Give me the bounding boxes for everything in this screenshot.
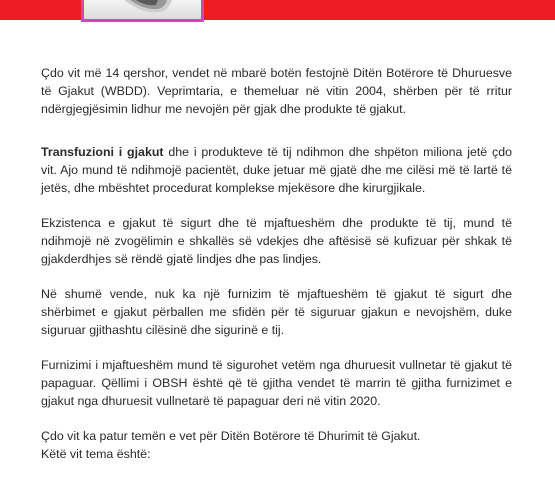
hands-icon [84, 0, 201, 19]
paragraph-supply: Në shumë vende, nuk ka një furnizim të mjaftueshëm të gjakut të sigurt dhe shërbimet e gjakut përballen me sfidën për të siguruar gjakun e nevojshëm, duke siguruar gjithashtu cilësinë dhe sigurinë e tij. [41, 287, 512, 337]
header-photo-frame [81, 0, 204, 22]
article-body [41, 64, 512, 463]
paragraph-voluntary-donors: Furnizimi i mjaftueshëm mund të sigurohet vetëm nga dhuruesit vullnetar të gjakut të papaguar. Qëllimi i OBSH është që të gjitha vendet të marrin të gjitha furnizimet e gjakut nga dhuruesit vullnetarë të papaguar deri në vitin 2020. [41, 358, 512, 408]
paragraph-theme-label: Këtë vit tema është: [41, 447, 151, 461]
paragraph-theme-intro: Çdo vit ka patur temën e vet për Ditën Botërore të Dhurimit të Gjakut. [41, 429, 421, 443]
paragraph-wbdd: Çdo vit më 14 qershor, vendet në mbarë botën festojnë Ditën Botërore të Dhuruesve të Gjakut (WBDD). Veprimtaria, e themeluar në vitin 2004, shërben për të rritur ndërgjegjësimin lidhur me nevojën për gjak dhe produkte të gjakut. [41, 66, 512, 116]
hands-photo [84, 0, 201, 19]
paragraph-transfusion [41, 143, 512, 197]
transfusion-text: dhe i produkteve të tij ndihmon dhe shpëton miliona jetë çdo vit. Ajo mund të ndihmojë pacientët, duke jetuar më gjatë dhe me cilësi më të lartë të jetës, dhe mbështet procedurat komplekse mjekësore dhe kirurgjikale. [41, 145, 512, 195]
paragraph-safe-blood: Ekzistenca e gjakut të sigurt dhe të mjaftueshëm dhe produkte të tij, mund të ndihmojë në zvogëlimin e shkallës së vdekjes dhe aftësisë së kufizuar për shkak të gjakderdhjes së rëndë gjatë lindjes dhe pas lindjes. [41, 216, 512, 266]
transfusion-heading: Transfuzioni i gjakut [41, 145, 164, 159]
